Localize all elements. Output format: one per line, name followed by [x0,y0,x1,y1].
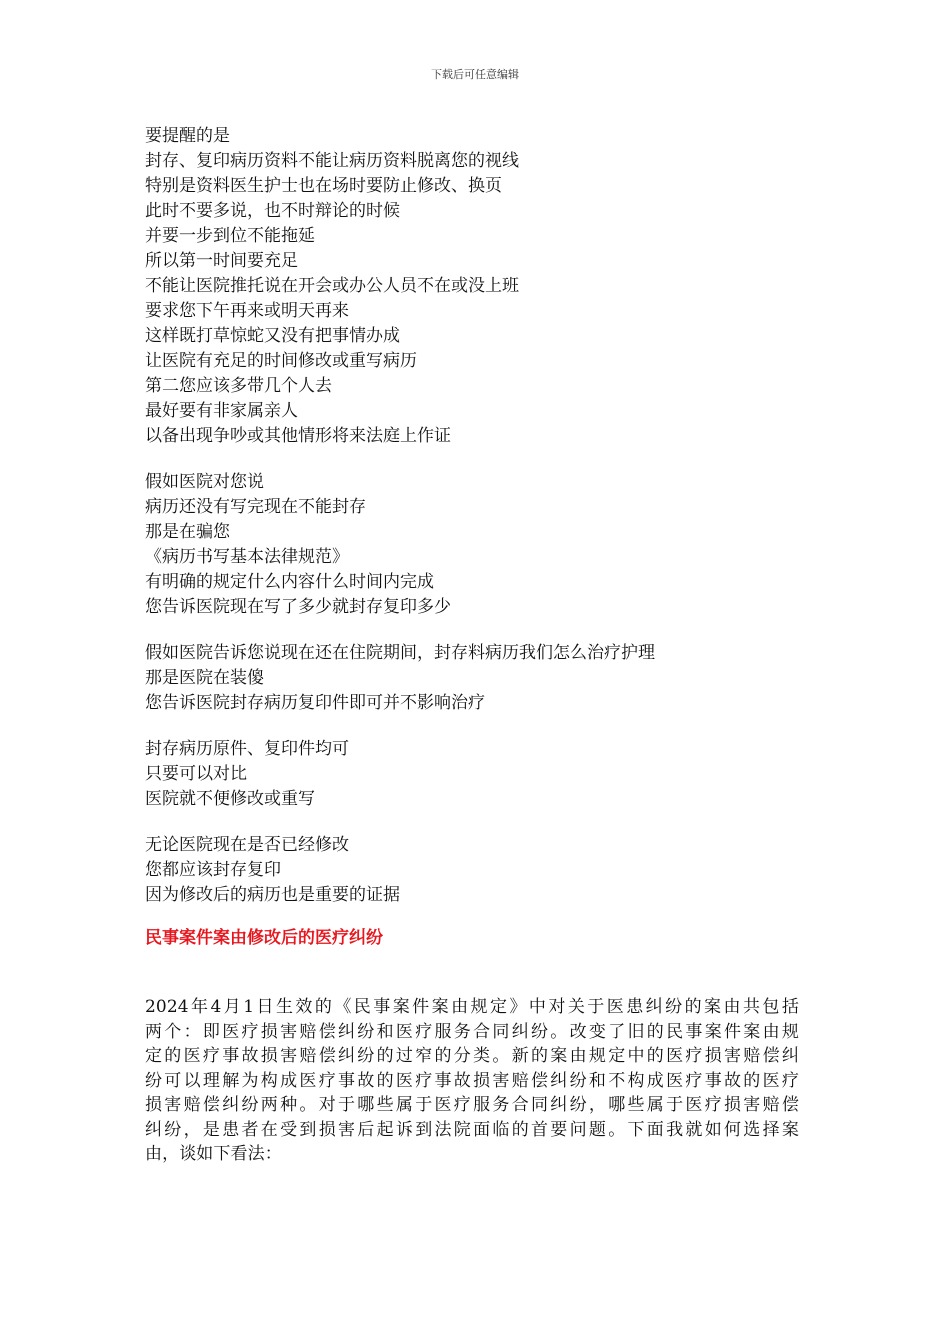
advice-block-2 [145,470,799,620]
page-header: 下载后可任意编辑 [431,68,519,81]
text-line: 假如医院对您说 [145,472,264,492]
text-line: 以备出现争吵或其他情形将来法庭上作证 [145,426,451,446]
text-line: 您告诉医院现在写了多少就封存复印多少 [145,597,451,617]
text-line: 要提醒的是 [145,126,230,146]
paragraph-line: 纷可以理解为构成医疗事故的医疗事故损害赔偿纠纷和不构成医疗事故的医疗 [145,1070,799,1091]
text-line: 特别是资料医生护士也在场时要防止修改、换页 [145,176,502,196]
text-line: 封存病历原件、复印件均可 [145,739,349,759]
text-line: 因为修改后的病历也是重要的证据 [145,885,400,905]
text-line: 《病历书写基本法律规范》 [145,547,349,567]
text-line: 最好要有非家属亲人 [145,401,298,421]
text-line: 此时不要多说，也不时辩论的时候 [145,201,400,221]
text-line: 这样既打草惊蛇又没有把事情办成 [145,326,400,346]
text-line: 要求您下午再来或明天再来 [145,301,349,321]
text-line: 病历还没有写完现在不能封存 [145,497,366,517]
text-line: 有明确的规定什么内容什么时间内完成 [145,572,434,592]
section-heading: 民事案件案由修改后的医疗纠纷 [145,928,383,948]
text-line: 那是在骗您 [145,522,230,542]
paragraph-line: 纠纷，是患者在受到损害后起诉到法院面临的首要问题。下面我就如何选择案 [145,1119,799,1140]
text-line: 第二您应该多带几个人去 [145,376,332,396]
advice-block-5 [145,833,799,908]
paragraph-line: 定的医疗事故损害赔偿纠纷的过窄的分类。新的案由规定中的医疗损害赔偿纠 [145,1046,799,1066]
section-paragraph [145,995,799,1167]
document-body [145,124,799,1167]
text-line: 并要一步到位不能拖延 [145,226,315,246]
paragraph-line: 由，谈如下看法： [145,1144,282,1164]
paragraph-line: 两个：即医疗损害赔偿纠纷和医疗服务合同纠纷。改变了旧的民事案件案由规 [145,1021,799,1042]
text-line: 只要可以对比 [145,764,247,784]
paragraph-line: 2024年4月1日生效的《民事案件案由规定》中对关于医患纠纷的案由共包括 [145,997,799,1017]
text-line: 不能让医院推托说在开会或办公人员不在或没上班 [145,276,519,296]
advice-block-4 [145,737,799,812]
advice-block-3 [145,641,799,716]
text-line: 您告诉医院封存病历复印件即可并不影响治疗 [145,693,485,713]
text-line: 假如医院告诉您说现在还在住院期间，封存料病历我们怎么治疗护理 [145,643,655,663]
paragraph-line: 损害赔偿纠纷两种。对于哪些属于医疗服务合同纠纷，哪些属于医疗损害赔偿 [145,1095,799,1115]
text-line: 那是医院在装傻 [145,668,264,688]
text-line: 无论医院现在是否已经修改 [145,835,349,855]
text-line: 医院就不便修改或重写 [145,789,315,809]
text-line: 让医院有充足的时间修改或重写病历 [145,351,417,371]
text-line: 您都应该封存复印 [145,860,281,880]
text-line: 所以第一时间要充足 [145,251,298,271]
text-line: 封存、复印病历资料不能让病历资料脱离您的视线 [145,151,519,171]
advice-block-1 [145,124,799,449]
